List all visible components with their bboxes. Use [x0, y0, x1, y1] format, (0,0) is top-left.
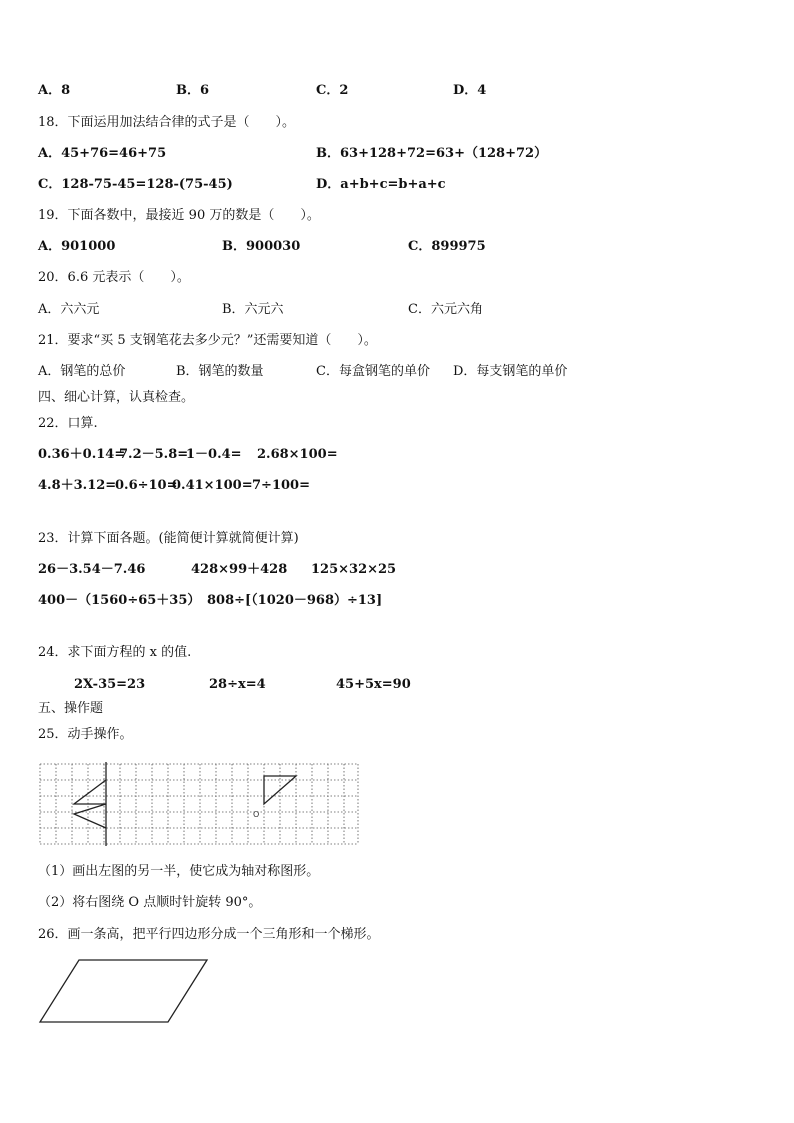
q20-option-b: B．六元六: [222, 302, 284, 317]
q25-stem: 25．动手操作。: [38, 727, 133, 742]
q24-equation-2: 28÷x=4: [209, 677, 266, 692]
q23-stem: 23．计算下面各题。(能简便计算就简便计算): [38, 531, 299, 546]
q24-stem: 24．求下面方程的 x 的值.: [38, 645, 192, 660]
q26-stem: 26．画一条高，把平行四边形分成一个三角形和一个梯形。: [38, 927, 380, 942]
q18-option-d: D．a+b+c=b+a+c: [316, 177, 446, 192]
q17-option-d: D．4: [453, 83, 487, 98]
point-o-label: O: [253, 810, 260, 819]
q17-option-a: A．8: [38, 83, 71, 98]
q19-option-a: A．901000: [38, 239, 116, 254]
q17-option-c: C．2: [316, 83, 349, 98]
q20-option-c: C．六元六角: [408, 302, 483, 317]
q19-stem: 19．下面各数中，最接近 90 万的数是（ ）。: [38, 208, 320, 223]
q22-item-3: 1－0.4=: [186, 447, 242, 462]
q23-item-1: 26－3.54－7.46: [38, 562, 146, 577]
q18-option-c: C．128-75-45=128-(75-45): [38, 177, 233, 192]
q18-option-a: A．45+76=46+75: [38, 146, 167, 161]
q22-item-7: 0.41×100=: [172, 478, 253, 493]
q18-option-b: B．63+128+72=63+（128+72）: [316, 146, 548, 161]
q23-item-2: 428×99＋428: [191, 562, 288, 577]
section-four-heading: 四、细心计算，认真检查。: [38, 390, 195, 405]
q26-parallelogram-figure: [36, 956, 212, 1026]
q24-equation-1: 2X-35=23: [74, 677, 146, 692]
q23-item-5: 808÷[（1020－968）÷13]: [207, 593, 383, 608]
q25-task-2: （2）将右图绕 O 点顺时针旋转 90°。: [38, 895, 262, 910]
q21-option-a: A．钢笔的总价: [38, 364, 126, 379]
q22-item-6: 0.6÷10=: [115, 478, 178, 493]
q17-option-b: B．6: [176, 83, 210, 98]
q19-option-b: B．900030: [222, 239, 301, 254]
q21-option-c: C．每盒钢笔的单价: [316, 364, 430, 379]
q23-item-4: 400－（1560÷65＋35）: [38, 593, 201, 608]
q25-grid-figure: [38, 762, 360, 846]
parallelogram: [40, 960, 207, 1022]
q21-option-b: B．钢笔的数量: [176, 364, 264, 379]
q21-option-d: D．每支钢笔的单价: [453, 364, 568, 379]
q20-stem: 20．6.6 元表示（ ）。: [38, 270, 190, 285]
q22-item-5: 4.8＋3.12=: [38, 478, 117, 493]
q22-item-4: 2.68×100=: [257, 447, 338, 462]
section-five-heading: 五、操作题: [38, 701, 104, 716]
q22-item-8: 7÷100=: [252, 478, 310, 493]
q18-stem: 18．下面运用加法结合律的式子是（ ）。: [38, 115, 296, 130]
left-half-figure: [74, 780, 106, 828]
q25-task-1: （1）画出左图的另一半，使它成为轴对称图形。: [38, 864, 320, 879]
q20-option-a: A．六六元: [38, 302, 100, 317]
q23-item-3: 125×32×25: [311, 562, 397, 577]
q21-stem: 21．要求“买 5 支钢笔花去多少元？”还需要知道（ ）。: [38, 333, 377, 348]
q24-equation-3: 45+5x=90: [336, 677, 411, 692]
q22-stem: 22．口算.: [38, 416, 98, 431]
q22-item-1: 0.36＋0.14=: [38, 447, 126, 462]
q22-item-2: 7.2－5.8=: [119, 447, 189, 462]
q19-option-c: C．899975: [408, 239, 486, 254]
